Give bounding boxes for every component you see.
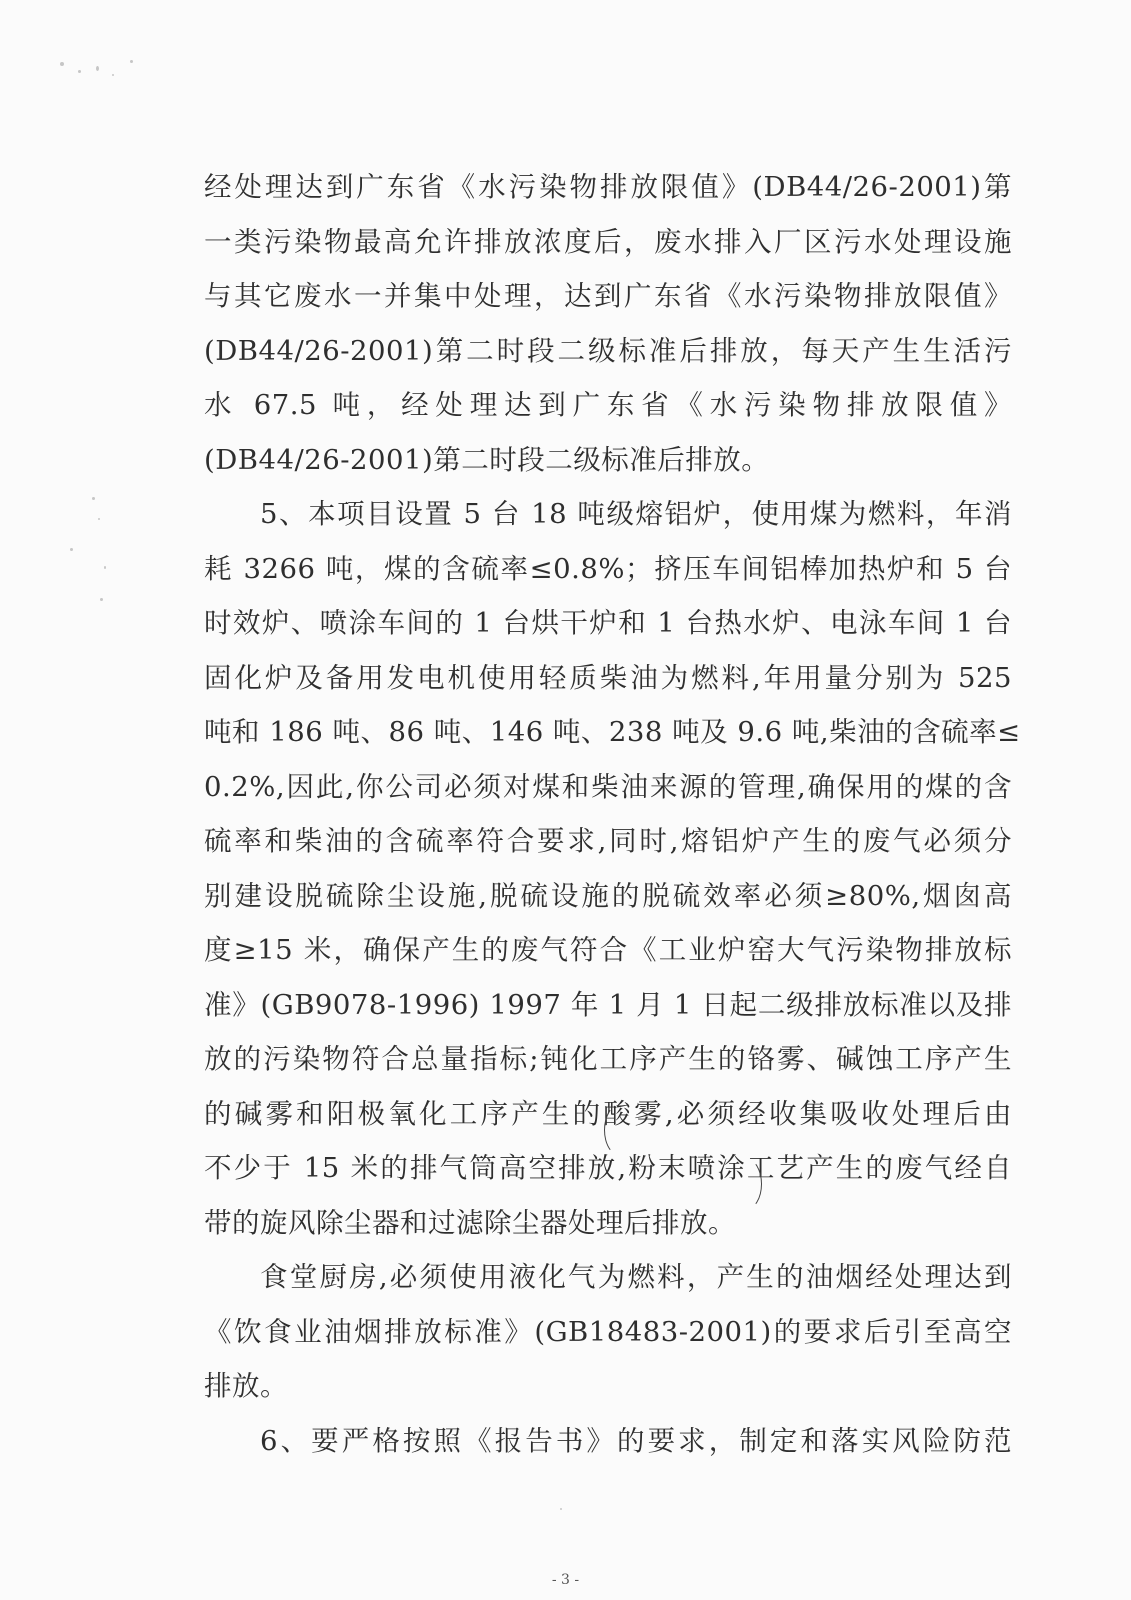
text-line: 不少于 15 米的排气筒高空排放,粉末喷涂工艺产生的废气经自 — [204, 1152, 1012, 1184]
text-line: 吨和 186 吨、86 吨、146 吨、238 吨及 9.6 吨,柴油的含硫率≤ — [204, 716, 1021, 748]
text-line: 硫率和柴油的含硫率符合要求,同时,熔铝炉产生的废气必须分 — [204, 825, 1012, 857]
scan-speck — [130, 60, 133, 63]
handwritten-circle-mark — [604, 1104, 636, 1156]
text-line: 准》(GB9078-1996) 1997 年 1 月 1 日起二级排放标准以及排 — [204, 988, 1012, 1021]
text-line: 放的污染物符合总量指标;钝化工序产生的铬雾、碱蚀工序产生 — [204, 1043, 1012, 1075]
scan-speck — [78, 70, 81, 73]
body-text — [204, 160, 1021, 1468]
text-line: 耗 3266 吨，煤的含硫率≤0.8%；挤压车间铝棒加热炉和 5 台 — [204, 552, 1012, 585]
scan-speck — [60, 62, 64, 66]
text-line: 0.2%,因此,你公司必须对煤和柴油来源的管理,确保用的煤的含 — [204, 770, 1012, 803]
text-line: 水 67.5 吨，经处理达到广东省《水污染物排放限值》 — [204, 389, 1012, 421]
text-line: 食堂厨房,必须使用液化气为燃料，产生的油烟经处理达到 — [260, 1261, 1012, 1293]
scan-speck — [560, 1508, 562, 1510]
text-line: 5、本项目设置 5 台 18 吨级熔铝炉，使用煤为燃料，年消 — [260, 498, 1012, 530]
text-line: 与其它废水一并集中处理，达到广东省《水污染物排放限值》 — [204, 280, 1012, 312]
scan-speck — [70, 548, 73, 551]
text-line: 的碱雾和阳极氧化工序产生的酸雾,必须经收集吸收处理后由 — [204, 1097, 1012, 1130]
scan-speck — [104, 566, 106, 569]
scan-speck — [100, 598, 103, 601]
text-line: (DB44/26-2001)第二时段二级标准后排放，每天产生生活污 — [204, 334, 1012, 367]
text-line: (DB44/26-2001)第二时段二级标准后排放。 — [204, 443, 770, 476]
text-line: 排放。 — [204, 1370, 288, 1402]
text-line: 固化炉及备用发电机使用轻质柴油为燃料,年用量分别为 525 — [204, 661, 1012, 694]
scan-speck — [96, 66, 99, 71]
scan-speck — [112, 74, 114, 76]
text-line: 《饮食业油烟排放标准》(GB18483-2001)的要求后引至高空 — [204, 1315, 1012, 1348]
text-line: 别建设脱硫除尘设施,脱硫设施的脱硫效率必须≥80%,烟囱高 — [204, 879, 1012, 912]
scan-speck — [92, 497, 95, 500]
scan-speck — [98, 518, 100, 520]
text-line: 带的旋风除尘器和过滤除尘器处理后排放。 — [204, 1206, 736, 1239]
text-line: 度≥15 米，确保产生的废气符合《工业炉窑大气污染物排放标 — [204, 934, 1012, 966]
text-line: 一类污染物最高允许排放浓度后，废水排入厂区污水处理设施 — [204, 225, 1012, 258]
text-line: 6、要严格按照《报告书》的要求，制定和落实风险防范 — [260, 1424, 1012, 1457]
handwritten-circle-mark — [730, 1158, 762, 1210]
text-line: 经处理达到广东省《水污染物排放限值》(DB44/26-2001)第 — [204, 171, 1012, 203]
page-number: - 3 - — [551, 1572, 580, 1588]
text-line: 时效炉、喷涂车间的 1 台烘干炉和 1 台热水炉、电泳车间 1 台 — [204, 607, 1012, 639]
